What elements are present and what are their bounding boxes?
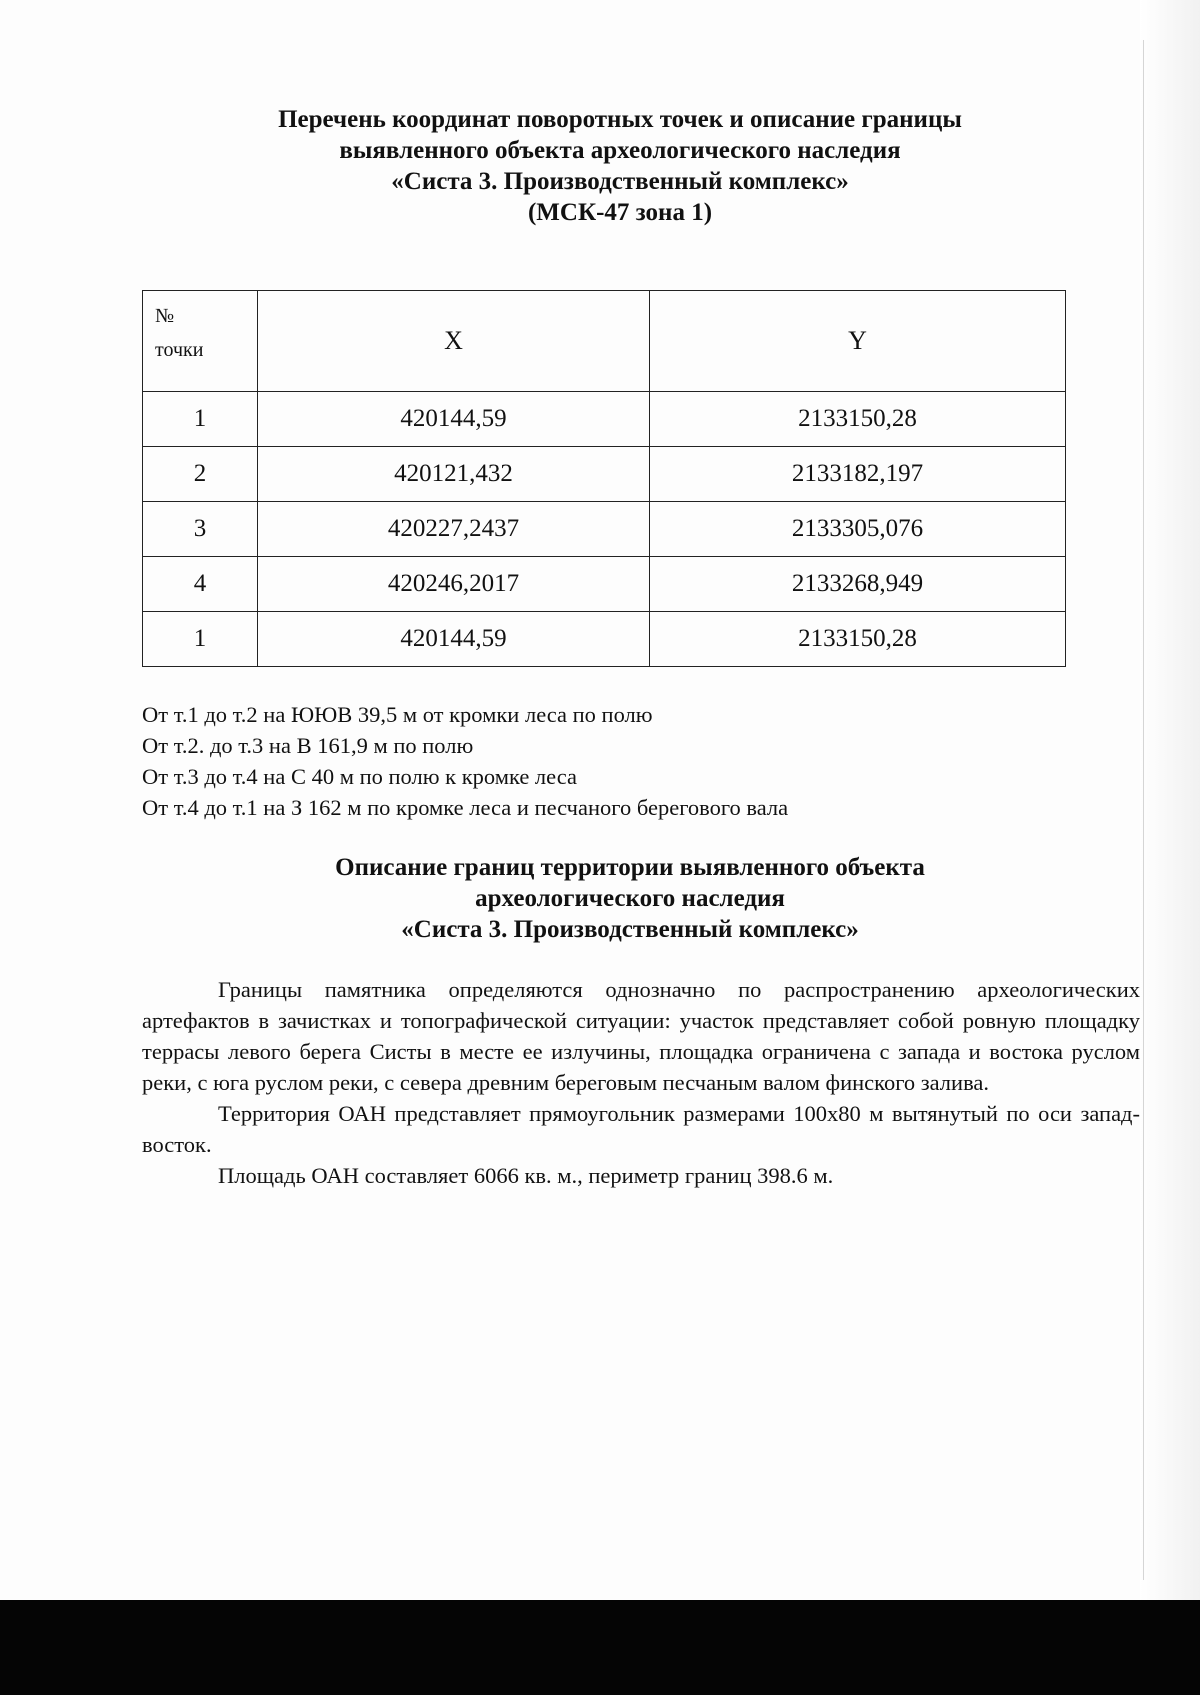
y-cell: 2133182,197	[650, 447, 1066, 502]
point-number-cell: 1	[143, 612, 258, 667]
x-cell: 420246,2017	[258, 557, 650, 612]
y-cell: 2133305,076	[650, 502, 1066, 557]
document-title	[180, 104, 1060, 228]
segment-line: От т.4 до т.1 на З 162 м по кромке леса и песчаного берегового вала	[142, 795, 789, 820]
section-title-line: «Систа 3. Производственный комплекс»	[401, 916, 859, 943]
point-number-cell: 3	[143, 502, 258, 557]
y-cell: 2133150,28	[650, 392, 1066, 447]
x-cell: 420227,2437	[258, 502, 650, 557]
x-cell: 420144,59	[258, 612, 650, 667]
body-paragraph: Площадь ОАН составляет 6066 кв. м., периметр границ 398.6 м.	[218, 1163, 834, 1188]
segment-line: От т.3 до т.4 на С 40 м по полю к кромке леса	[142, 764, 577, 789]
segment-line: От т.2. до т.3 на В 161,9 м по полю	[142, 733, 474, 758]
table-row	[143, 557, 1066, 612]
table-header-row	[143, 291, 1066, 392]
y-cell: 2133150,28	[650, 612, 1066, 667]
title-line: (МСК-47 зона 1)	[527, 199, 713, 226]
header-y: Y	[650, 291, 1066, 392]
point-number-cell: 2	[143, 447, 258, 502]
table-row	[143, 612, 1066, 667]
page-edge-line	[1143, 40, 1144, 1580]
title-line: Перечень координат поворотных точек и описание границы	[278, 106, 962, 133]
section-title-line: Описание границ территории выявленного объекта	[335, 854, 925, 881]
table-row	[143, 447, 1066, 502]
section-body	[142, 974, 1140, 1191]
scan-bottom-border	[0, 1600, 1200, 1695]
y-cell: 2133268,949	[650, 557, 1066, 612]
segment-line: От т.1 до т.2 на ЮЮВ 39,5 м от кромки леса по полю	[142, 702, 653, 727]
coordinates-table	[142, 290, 1066, 667]
section-title-line: археологического наследия	[475, 885, 785, 912]
title-line: «Систа 3. Производственный комплекс»	[391, 168, 849, 195]
page-edge-shadow	[1140, 0, 1200, 1600]
header-point-label: точки	[155, 339, 204, 361]
table-row	[143, 502, 1066, 557]
boundary-segments	[142, 699, 788, 823]
header-point-number	[143, 291, 258, 392]
section-title	[240, 852, 1020, 945]
body-paragraph: Территория ОАН представляет прямоугольник размерами 100х80 м вытянутый по оси запад-восток.	[142, 1101, 1140, 1157]
point-number-cell: 4	[143, 557, 258, 612]
header-number-sign: №	[155, 305, 175, 327]
header-x: X	[258, 291, 650, 392]
table-row	[143, 392, 1066, 447]
x-cell: 420121,432	[258, 447, 650, 502]
body-paragraph: Границы памятника определяются однозначно по распространению археологических артефактов в зачистках и топографической ситуации: участок представляет собой ровную площадку террасы левого берега Систы в месте ее излучины, площадка ограничена с запада и востока руслом реки, с юга руслом реки, с севера древним береговым песчаным валом финского залива.	[142, 977, 1140, 1095]
x-cell: 420144,59	[258, 392, 650, 447]
title-line: выявленного объекта археологического наследия	[339, 137, 901, 164]
point-number-cell: 1	[143, 392, 258, 447]
